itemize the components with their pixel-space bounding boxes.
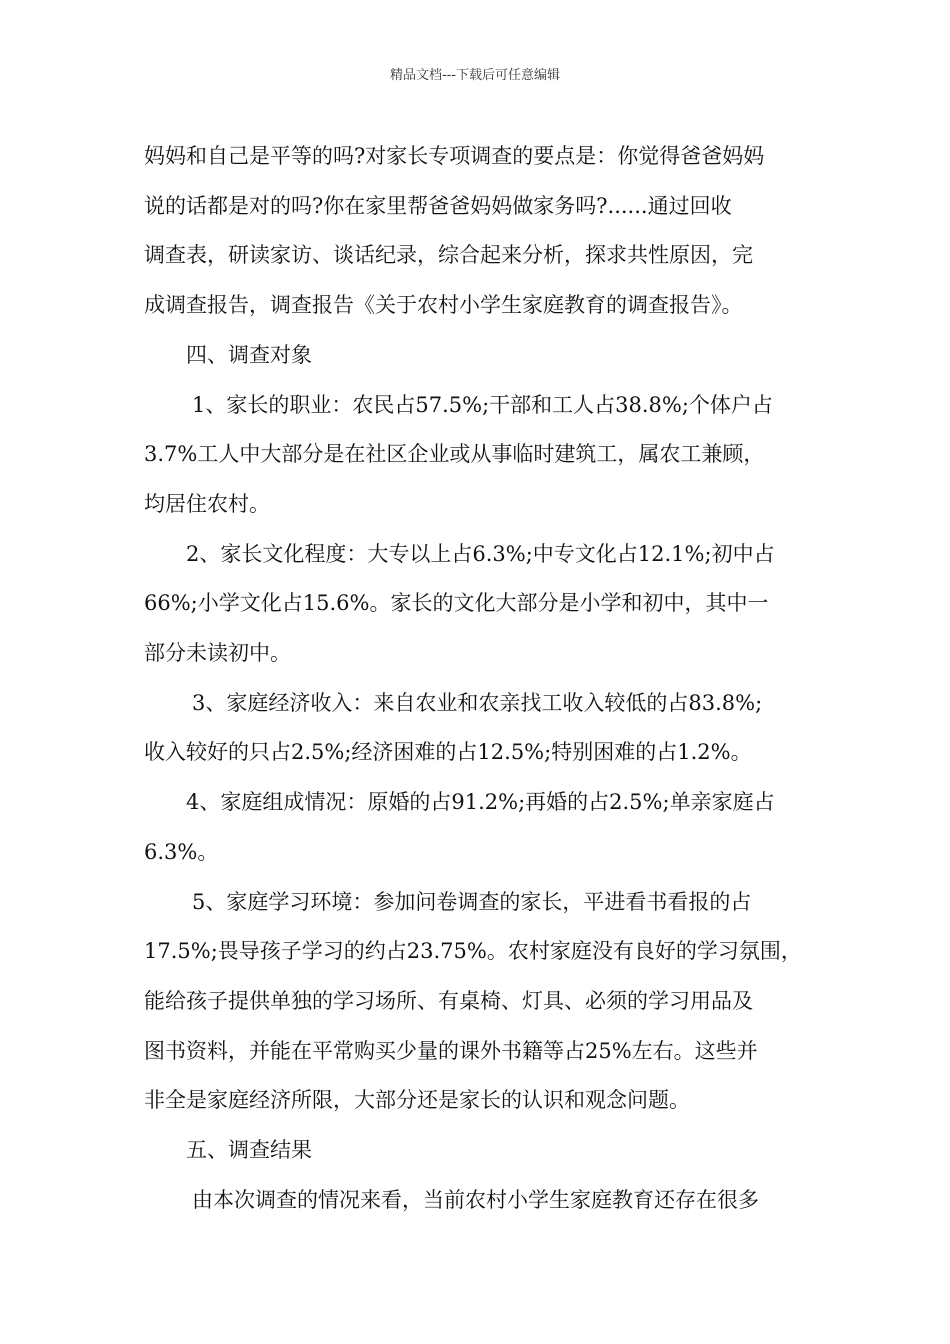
text-line: 成调查报告，调查报告《关于农村小学生家庭教育的调查报告》。: [144, 293, 743, 318]
text-line: 均居住农村。: [144, 491, 270, 516]
text-line: 3.7%工人中大部分是在社区企业或从事临时建筑工，属农工兼顾，: [144, 442, 765, 467]
text-line: 非全是家庭经济所限，大部分还是家长的认识和观念问题。: [144, 1088, 690, 1113]
text-line: 5、家庭学习环境：参加问卷调查的家长，平进看书看报的占: [192, 889, 752, 914]
text-line: 能给孩子提供单独的学习场所、有桌椅、灯具、必须的学习用品及: [144, 988, 753, 1013]
text-line: 由本次调查的情况来看，当前农村小学生家庭教育还存在很多: [192, 1187, 759, 1212]
text-line: 四、调查对象: [186, 342, 312, 367]
text-line: 2、家长文化程度：大专以上占6.3%;中专文化占12.1%;初中占: [186, 541, 775, 566]
text-line: 6.3%。: [144, 839, 219, 864]
text-line: 部分未读初中。: [144, 641, 291, 666]
text-line: 调查表，研读家访、谈话纪录，综合起来分析，探求共性原因，完: [144, 243, 753, 268]
page-header: 精品文档---下载后可任意编辑: [389, 68, 561, 83]
text-line: 图书资料，并能在平常购买少量的课外书籍等占25%左右。这些并: [144, 1038, 758, 1063]
text-line: 66%;小学文化占15.6%。家长的文化大部分是小学和初中，其中一: [144, 591, 769, 616]
text-line: 3、家庭经济收入：来自农业和农亲找工收入较低的占83.8%;: [192, 690, 763, 715]
text-line: 五、调查结果: [186, 1138, 312, 1163]
text-line: 妈妈和自己是平等的吗?对家长专项调查的要点是：你觉得爸爸妈妈: [144, 144, 765, 168]
text-line: 说的话都是对的吗?你在家里帮爸爸妈妈做家务吗?......通过回收: [144, 193, 732, 218]
text-line: 收入较好的只占2.5%;经济困难的占12.5%;特别困难的占1.2%。: [144, 740, 752, 765]
text-line: 1、家长的职业：农民占57.5%;干部和工人占38.8%;个体户占: [192, 392, 773, 417]
text-line: 4、家庭组成情况：原婚的占91.2%;再婚的占2.5%;单亲家庭占: [186, 790, 775, 815]
document-body: [144, 132, 834, 1225]
text-line: 17.5%;畏导孩子学习的约占23.75%。农村家庭没有良好的学习氛围，: [144, 939, 802, 964]
